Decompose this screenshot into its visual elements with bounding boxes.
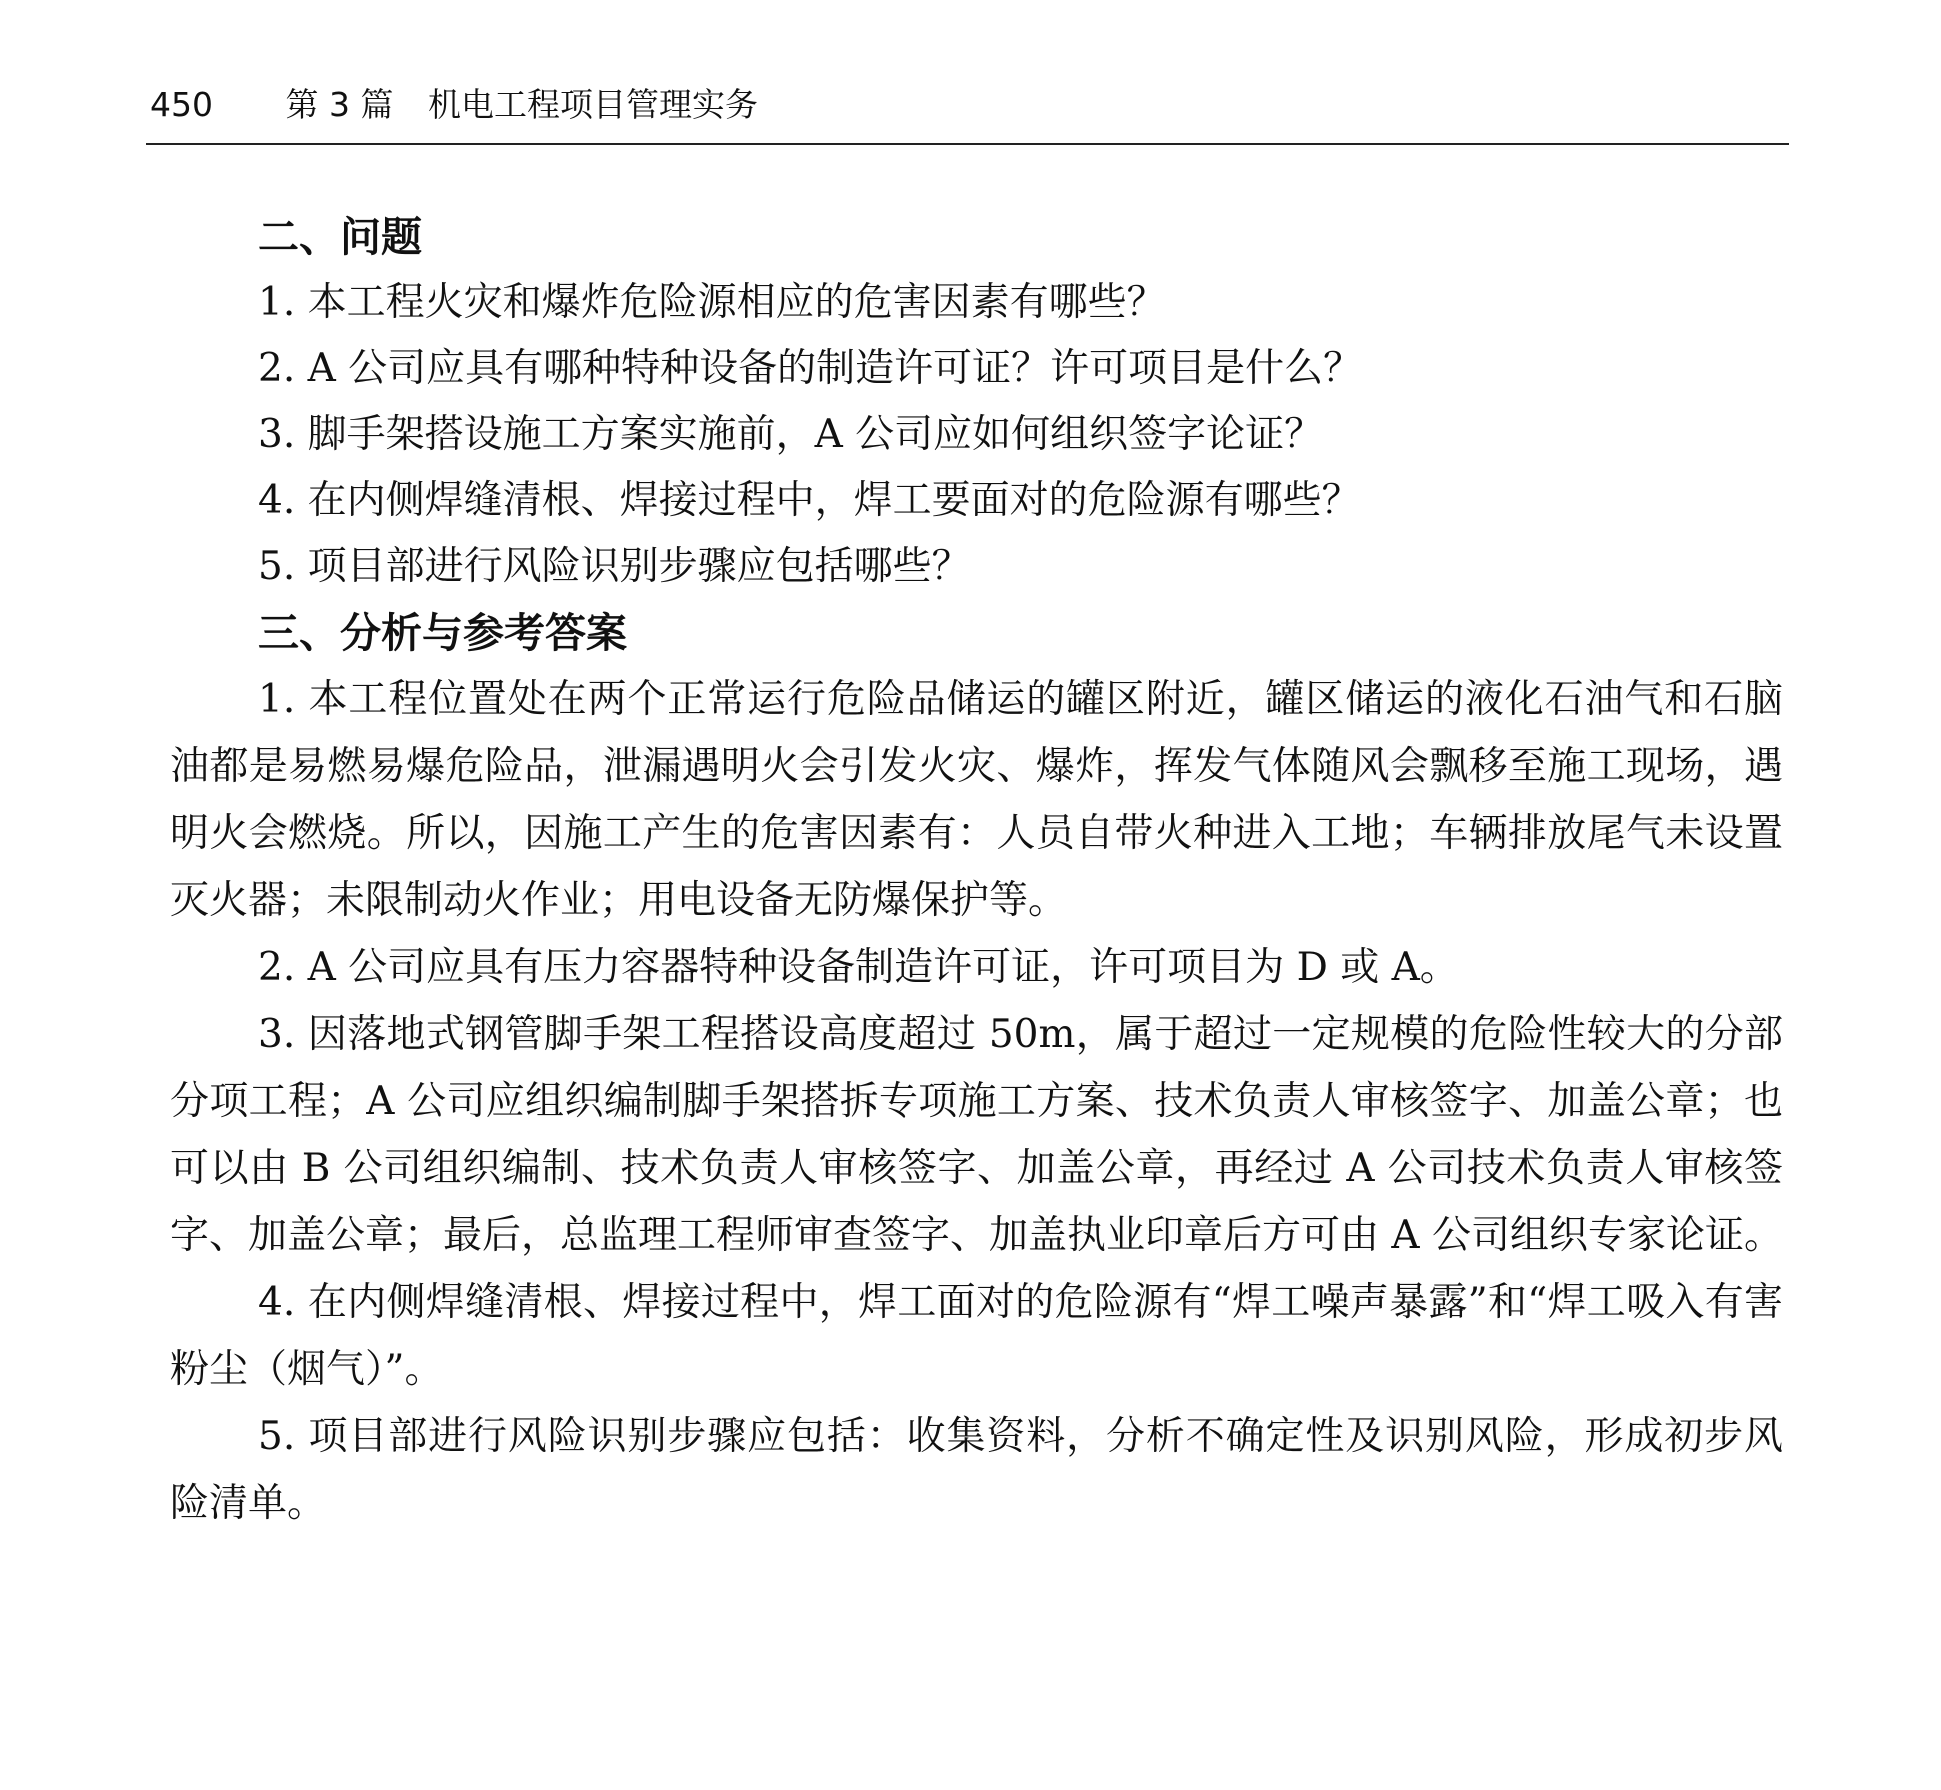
- question-item: 2. A 公司应具有哪种特种设备的制造许可证？许可项目是什么？: [258, 346, 1363, 391]
- questions-heading: 二、问题: [258, 213, 422, 261]
- part-title: 机电工程项目管理实务: [427, 85, 758, 124]
- running-header: [150, 80, 758, 130]
- question-item: 1. 本工程火灾和爆炸危险源相应的危害因素有哪些？: [258, 280, 1166, 325]
- answer-paragraph: 5. 项目部进行风险识别步骤应包括：收集资料，分析不确定性及识别风险，形成初步风险清单。: [170, 1414, 1783, 1526]
- answer-list: [170, 666, 1783, 1537]
- page-body: [170, 204, 1783, 1537]
- answer-paragraph: 1. 本工程位置处在两个正常运行危险品储运的罐区附近，罐区储运的液化石油气和石脑油都是易燃易爆危险品，泄漏遇明火会引发火灾、爆炸，挥发气体随风会飘移至施工现场，遇明火会燃烧。所以，因施工产生的危害因素有：人员自带火种进入工地；车辆排放尾气未设置灭火器；未限制动火作业；用电设备无防爆保护等。: [170, 677, 1783, 923]
- question-item: 3. 脚手架搭设施工方案实施前，A 公司应如何组织签字论证？: [258, 412, 1324, 457]
- page-number: 450: [150, 85, 213, 124]
- answer-paragraph: 4. 在内侧焊缝清根、焊接过程中，焊工面对的危险源有“焊工噪声暴露”和“焊工吸入有害粉尘（烟气）”。: [170, 1280, 1783, 1392]
- answers-heading: 三、分析与参考答案: [258, 609, 627, 657]
- answer-paragraph: 2. A 公司应具有压力容器特种设备制造许可证，许可项目为 D 或 A。: [258, 945, 1459, 990]
- question-list: [170, 270, 1783, 600]
- question-item: 4. 在内侧焊缝清根、焊接过程中，焊工要面对的危险源有哪些？: [258, 478, 1361, 523]
- question-item: 5. 项目部进行风险识别步骤应包括哪些？: [258, 544, 971, 589]
- header-rule: [146, 143, 1789, 145]
- part-label: 第 3 篇: [285, 85, 394, 124]
- answer-paragraph: 3. 因落地式钢管脚手架工程搭设高度超过 50m，属于超过一定规模的危险性较大的分部分项工程；A 公司应组织编制脚手架搭拆专项施工方案、技术负责人审核签字、加盖公章；也可以由 B 公司组织编制、技术负责人审核签字、加盖公章，再经过 A 公司技术负责人审核签字、加盖公章；最后，总监理工程师审查签字、加盖执业印章后方可由 A 公司组织专家论证。: [170, 1012, 1783, 1258]
